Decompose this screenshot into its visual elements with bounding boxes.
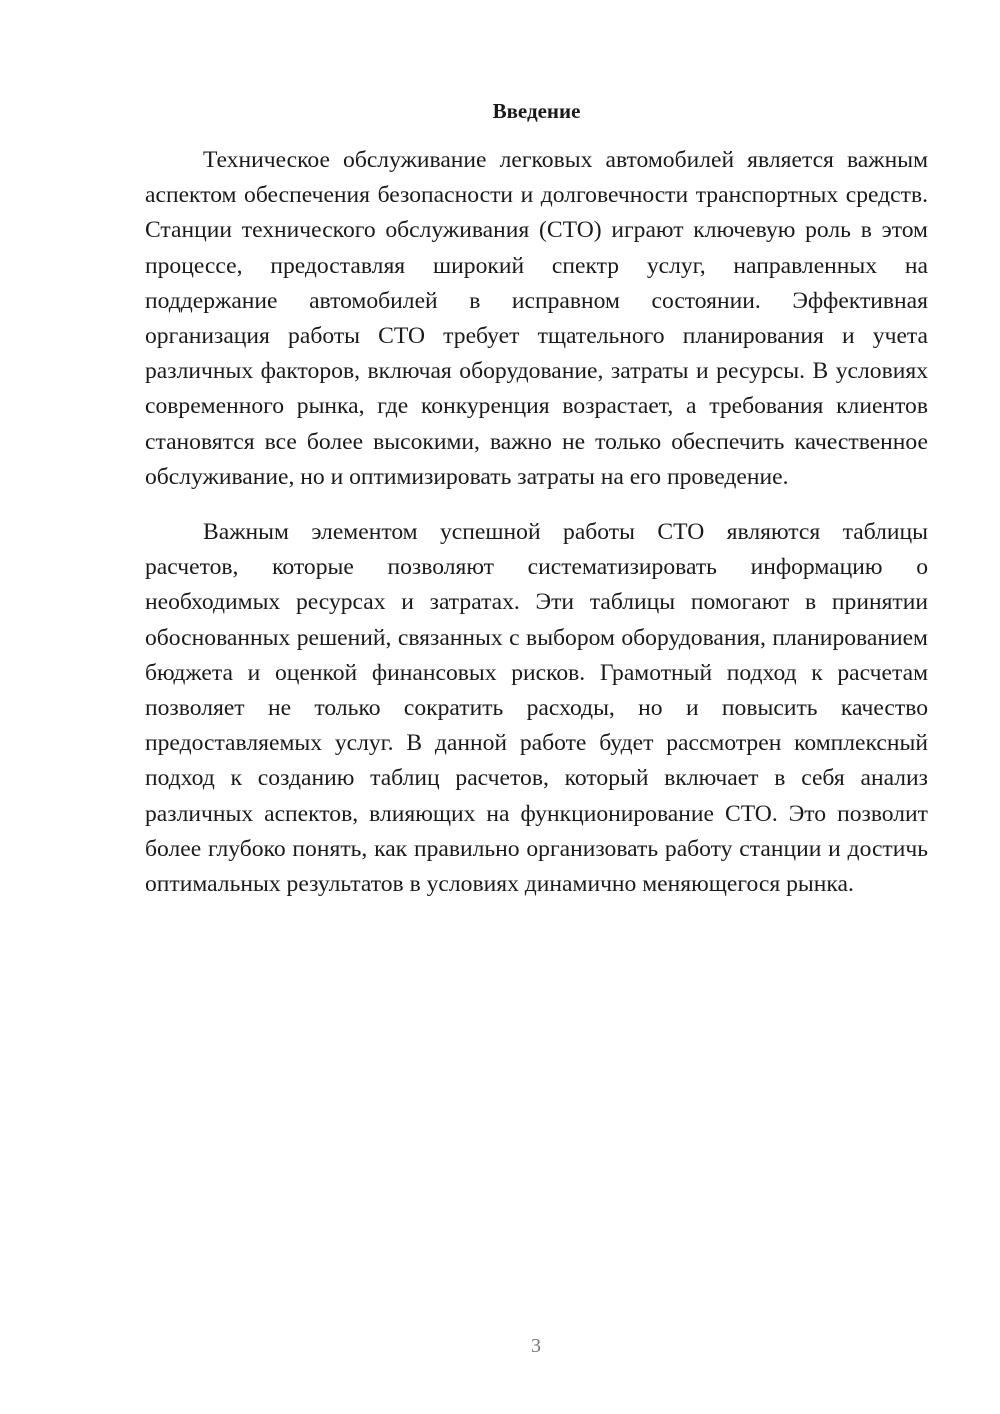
section-title: Введение [492, 99, 581, 123]
page-number: 3 [531, 1335, 541, 1357]
document-body [145, 143, 928, 902]
paragraph-calculation-tables: Важным элементом успешной работы СТО являются таблицы расчетов, которые позволяют систематизировать информацию о необходимых ресурсах и затратах. Эти таблицы помогают в принятии обоснованных решений, связанных с выбором оборудования, планированием бюджета и оценкой финансовых рисков. Грамотный подход к расчетам позволяет не только сократить расходы, но и повысить качество предоставляемых услуг. В данной работе будет рассмотрен комплексный подход к созданию таблиц расчетов, который включает в себя анализ различных аспектов, влияющих на функционирование СТО. Это позволит более глубоко понять, как правильно организовать работу станции и достичь оптимальных результатов в условиях динамично меняющегося рынка. [145, 519, 928, 898]
paragraph-introduction: Техническое обслуживание легковых автомобилей является важным аспектом обеспечения безопасности и долговечности транспортных средств. Станции технического обслуживания (СТО) играют ключевую роль в этом процессе, предоставляя широкий спектр услуг, направленных на поддержание автомобилей в исправном состоянии. Эффективная организация работы СТО требует тщательного планирования и учета различных факторов, включая оборудование, затраты и ресурсы. В условиях современного рынка, где конкуренция возрастает, а требования клиентов становятся все более высокими, важно не только обеспечить качественное обслуживание, но и оптимизировать затраты на его проведение. [145, 147, 928, 490]
